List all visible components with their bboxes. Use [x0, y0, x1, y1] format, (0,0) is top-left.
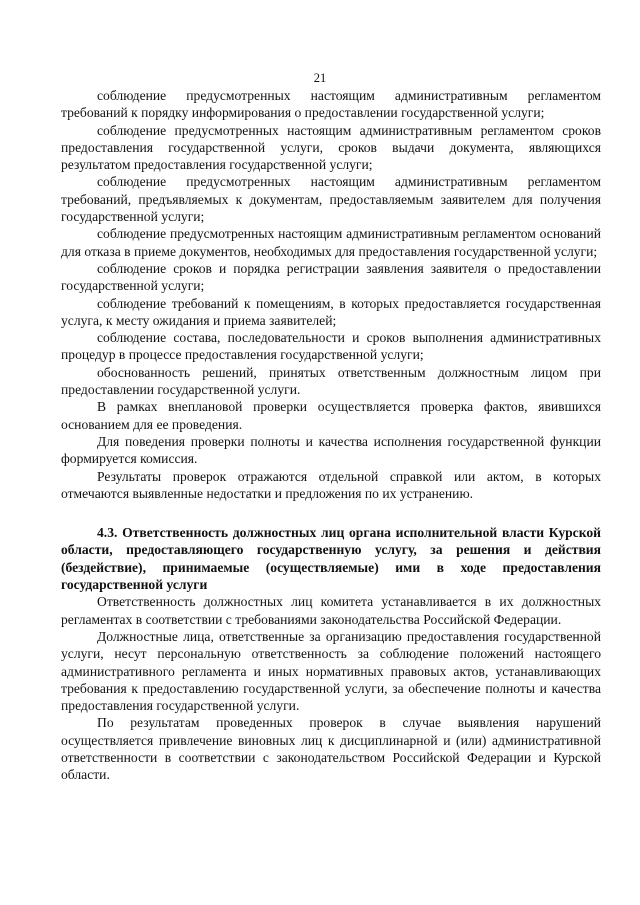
paragraph-requirement-premises: соблюдение требований к помещениям, в которых предоставляется государственная услуга, к месту ожидания и приема заявителей; [61, 295, 601, 328]
paragraph-requirement-documents: соблюдение предусмотренных настоящим административным регламентом требований, предъявляемых к документам, предоставляемым заявителем для получения государственной услуги; [61, 174, 601, 225]
paragraph-decisions-validity: обоснованность решений, принятых ответственным должностным лицом при предоставлении государственной услуги. [61, 364, 601, 398]
page-number: 21 [313, 71, 327, 85]
paragraph-requirement-refusal-grounds: соблюдение предусмотренных настоящим административным регламентом оснований для отказа в приеме документов, необходимых для предоставления государственной услуги; [61, 226, 601, 259]
paragraph-officials-responsibility: Ответственность должностных лиц комитета устанавливается в их должностных регламентах в соответствии с требованиями законодательства Российской Федерации. [61, 594, 601, 627]
paragraph-requirement-registration: соблюдение сроков и порядка регистрации заявления заявителя о предоставлении государственной услуги; [61, 260, 601, 294]
paragraph-unscheduled-check: В рамках внеплановой проверки осуществляется проверка фактов, явившихся основанием для ее проведения. [61, 399, 601, 432]
paragraph-violations-liability: По результатам проведенных проверок в случае выявления нарушений осуществляется привлечение виновных лиц к дисциплинарной и (или) административной ответственности в соответствии с законодательством Российской Федерации и Курской области. [61, 715, 601, 783]
section-heading-4-3: 4.3. Ответственность должностных лиц органа исполнительной власти Курской области, предоставляющего государственную услугу, за решения и действия (бездействие), принимаемые (осуществляемые) ими в ходе предоставления государственной услуги [61, 525, 601, 593]
paragraph-requirement-procedures: соблюдение состава, последовательности и сроков выполнения административных процедур в процессе предоставления государственной услуги; [61, 330, 601, 363]
paragraph-requirement-informing: соблюдение предусмотренных настоящим административным регламентом требований к порядку информирования о предоставлении государственной услуги; [61, 88, 601, 121]
paragraph-check-results: Результаты проверок отражаются отдельной справкой или актом, в которых отмечаются выявленные недостатки и предложения по их устранению. [61, 468, 601, 501]
page-content [61, 87, 601, 784]
paragraph-requirement-terms: соблюдение предусмотренных настоящим административным регламентом сроков предоставления государственной услуги, сроков выдачи документа, являющихся результатом предоставления государственной услуги; [61, 122, 601, 173]
paragraph-personal-responsibility: Должностные лица, ответственные за организацию предоставления государственной услуги, несут персональную ответственность за соблюдение положений настоящего административного регламента и иных нормативных правовых актов, устанавливающих требования к предоставлению государственной услуги, за обеспечение полноты и качества предоставления государственной услуги. [61, 628, 601, 714]
paragraph-commission: Для поведения проверки полноты и качества исполнения государственной функции формируется комиссия. [61, 433, 601, 467]
